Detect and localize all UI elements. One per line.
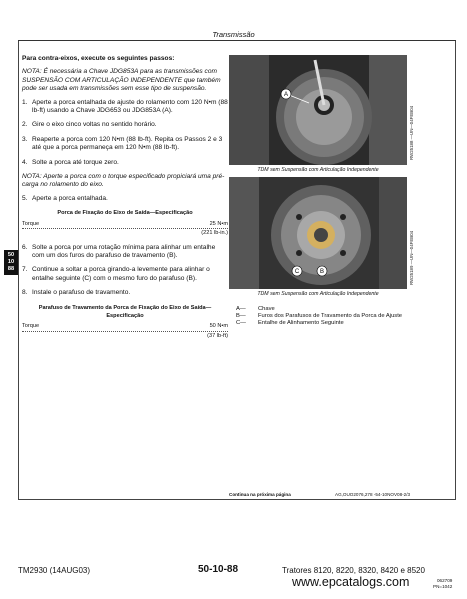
step-text: Reaperte a porca com 120 N•m (88 lb-ft). Repita os Passos 2 e 3 até que a porca permaneça em 120 N•m (88 lb-ft).: [32, 135, 223, 152]
section-tab-line2: 10: [7, 259, 15, 265]
procedure-column: [22, 55, 228, 346]
note-text: É necessária a Chave JDG853A para as transmissões com SUSPENSÃO COM ARTICULAÇÃO INDEPENDENTE que também pode ser usada em transmissões sem esse tipo de suspensão.: [22, 68, 221, 93]
step-2: [22, 121, 228, 129]
spec-value: 25 N•m: [209, 220, 228, 227]
figure-1-caption: TDM sem Suspensão com Articulação Independente: [257, 167, 379, 173]
step-number: 1.: [22, 98, 28, 106]
step-number: 3.: [22, 135, 28, 143]
note-text: Aperte a porca com o torque especificado propiciará uma pré-carga no rolamento do eixo.: [22, 173, 225, 189]
figure-2-code: RW25189 —UN—04FEB04: [409, 230, 414, 285]
figure-1-photo: [229, 55, 407, 165]
figure-1-drawing: [229, 55, 407, 165]
spec-2-sub: (37 lb-ft): [207, 332, 228, 339]
section-tab-line3: 88: [7, 266, 15, 272]
note-label: NOTA:: [22, 173, 42, 181]
step-text: Gire o eixo cinco voltas no sentido horário.: [32, 121, 157, 129]
section-tab: [4, 250, 18, 275]
footer-page-number: 50-10-88: [198, 564, 239, 575]
intro-heading: Para contra-eixos, execute os seguintes passos:: [22, 55, 175, 62]
step-8: [22, 289, 228, 297]
step-number: 6.: [22, 243, 28, 251]
figure-2-photo: [229, 177, 407, 289]
footer-models: Tratores 8120, 8220, 8320, 8420 e 8520: [282, 566, 425, 575]
legend-item: [236, 320, 436, 327]
legend-key: C—: [236, 320, 246, 327]
note-label: NOTA:: [22, 68, 42, 76]
spec-value: 50 N•m: [209, 323, 228, 330]
step-text: Aperte a porca entalhada.: [32, 194, 108, 202]
legend-value: Entalhe de Alinhamento Seguinte: [258, 320, 344, 327]
step-5: [22, 195, 228, 203]
step-4: [22, 159, 228, 167]
legend-value: Furos dos Parafusos de Travamento da Porca de Ajuste: [258, 313, 403, 320]
legend-key: B—: [236, 313, 246, 320]
step-text: Continue a soltar a porca girando-a levemente para alinhar o entalhe seguinte (C) com o mesmo furo do parafuso (B).: [32, 266, 210, 282]
watermark: www.epcatalogs.com: [292, 575, 410, 589]
step-1: [22, 99, 228, 116]
callout-a-label: A: [283, 92, 289, 98]
spec-2-title: Parafuso de Travamento da Porca de Fixação do Eixo de Saída—Especificação: [38, 304, 212, 319]
legend-item: [236, 306, 436, 313]
footer-date-code: 062709: [437, 578, 453, 583]
spec-1-row: [22, 220, 228, 229]
figure-legend: [236, 306, 436, 328]
legend-key: A—: [236, 306, 246, 312]
section-tab-line1: 50: [7, 252, 15, 258]
step-number: 2.: [22, 121, 28, 129]
legend-value: Chave: [258, 306, 275, 312]
spec-2-row: [22, 322, 228, 331]
callout-b-label: B: [319, 269, 325, 275]
step-7: [22, 266, 228, 283]
step-number: 7.: [22, 266, 28, 274]
footer-pn: PN=1042: [433, 584, 453, 589]
footer-manual-id: TM2930 (14AUG03): [18, 566, 91, 575]
doc-reference: AG,OUO2076,278 -54-10NOV08-2/3: [335, 492, 411, 497]
spec-label: Torque: [22, 220, 40, 227]
step-3: [22, 136, 228, 153]
step-text: Instale o parafuso de travamento.: [32, 289, 131, 297]
step-text: Aperte a porca entalhada de ajuste do rolamento com 120 N•m (88 lb-ft) usando a Chave JDG653 ou JDG853A (A).: [32, 98, 228, 115]
figure-1-code: RW25188 —UN—04FEB04: [409, 105, 414, 160]
spec-1-title: Porca de Fixação do Eixo de Saída—Especificação: [57, 210, 193, 217]
note-1: [22, 68, 228, 93]
step-number: 5.: [22, 194, 28, 202]
step-text: Solte a porca até torque zero.: [32, 158, 119, 166]
callout-c-label: C: [294, 269, 300, 275]
continued-note: Continua na próxima página: [229, 492, 291, 497]
spec-label: Torque: [22, 323, 40, 330]
note-2: [22, 173, 228, 190]
step-number: 4.: [22, 158, 28, 166]
figure-2-caption: TDM sem Suspensão com Articulação Independente: [257, 291, 379, 297]
spec-1-sub: (221 lb-in.): [201, 230, 228, 237]
step-text: Solte a porca por uma rotação mínima para alinhar um entalhe com um dos furos do parafuso de travamento (B).: [32, 243, 216, 259]
header-rule: [18, 40, 456, 41]
step-number: 8.: [22, 289, 28, 297]
figure-2-drawing: [229, 177, 407, 289]
page-header-title: Transmissão: [212, 30, 255, 39]
legend-item: [236, 313, 436, 320]
step-6: [22, 244, 228, 261]
